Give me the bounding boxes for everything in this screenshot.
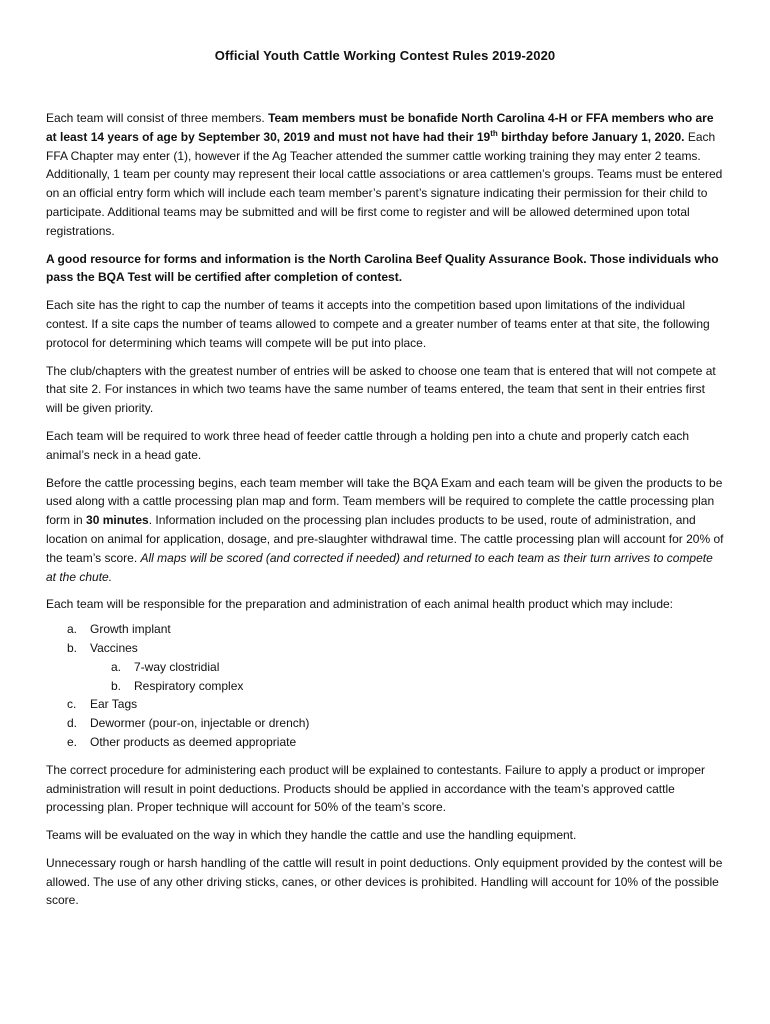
- paragraph-handling: Unnecessary rough or harsh handling of the cattle will result in point deductions. Only equipment provided by the contest will be allowed. The use of any other driving sticks, canes, or other devices is prohibited. Handling will account for 10% of the possible score.: [46, 855, 723, 908]
- product-list: [46, 620, 724, 752]
- paragraph-protocol: The club/chapters with the greatest number of entries will be asked to choose one team that is entered that will not compete at that site 2. For instances in which two teams have the same number of teams entered, the team that sent in their entries first will be given priority.: [46, 363, 716, 416]
- paragraph-team-eligibility: [46, 109, 724, 241]
- list-item: c. Ear Tags: [67, 697, 138, 712]
- paragraph-site-cap: Each site has the right to cap the number of teams it accepts into the competition based upon limitations of the individual contest. If a site caps the number of teams allowed to compete and a greater number of teams enter at that site, the following protocol for determining which teams will compete will be put into place.: [46, 298, 710, 350]
- paragraph-processing-plan: Before the cattle processing begins, each team member will take the BQA Exam and each team will be given the products to be used along with a cattle processing plan map and form. Team members will be required to complete the cattle processing plan form in 30 minutes. Information included on the processing plan includes products to be used, route of administration, and location on animal for application, dosage, and pre-slaughter withdrawal time. The cattle processing plan will account for 20% of the team’s score. All maps will be scored (and corrected if needed) and returned to each team as their turn arrives to compete at the chute.: [46, 475, 724, 584]
- paragraph-health-products: Each team will be responsible for the preparation and administration of each animal health product which may include:: [46, 597, 674, 612]
- maps-note: All maps will be scored (and corrected if needed) and returned to each team as their turn arrives to compete at the chute.: [46, 550, 713, 584]
- eligibility-requirement: Team members must be bonafide North Carolina 4-H or FFA members who are at least 14 years of age by September 30, 2019 and must not have had their 19th birthday before January 1, 2020.: [46, 111, 714, 144]
- list-item: a. Growth implant: [67, 622, 171, 637]
- eligibility-details: Each FFA Chapter may enter (1), however if the Ag Teacher attended the summer cattle working training they may enter 2 teams. Additionally, 1 team per county may represent their local cattle associations or area cattlemen’s groups. Teams must be entered on an official entry form which will include each team member’s parent’s signature indicating their permission for their child to participate. Additional teams may be submitted and will be first come to register and will be allowed determined upon total registrations.: [46, 129, 723, 238]
- paragraph-bqa-resource: A good resource for forms and information is the North Carolina Beef Quality Assurance Book. Those individuals who pass the BQA Test will be certified after completion of contest.: [46, 251, 719, 285]
- vaccine-sublist: [90, 658, 724, 696]
- page-title: Official Youth Cattle Working Contest Rules 2019-2020: [214, 48, 556, 63]
- list-item: e. Other products as deemed appropriate: [67, 734, 297, 749]
- sub-list-item: a. 7-way clostridial: [111, 659, 220, 674]
- sub-list-item: b. Respiratory complex: [111, 678, 244, 693]
- list-item: b. Vaccines a. 7-way clostridial b. Respiratory complex: [46, 639, 724, 695]
- paragraph-procedure: The correct procedure for administering each product will be explained to contestants. Failure to apply a product or improper administration will result in point deductions. Products should be applied in accordance with the team’s approved cattle processing plan. Proper technique will account for 50% of the team’s score.: [46, 762, 706, 815]
- list-item: d. Dewormer (pour-on, injectable or drench): [67, 716, 310, 731]
- paragraph-work-cattle: Each team will be required to work three head of feeder cattle through a holding pen into a chute and properly catch each animal’s neck in a head gate.: [46, 428, 690, 462]
- paragraph-evaluation: Teams will be evaluated on the way in which they handle the cattle and use the handling equipment.: [46, 828, 577, 843]
- eligibility-intro: Each team will consist of three members.: [46, 111, 269, 125]
- time-limit: 30 minutes: [86, 513, 149, 528]
